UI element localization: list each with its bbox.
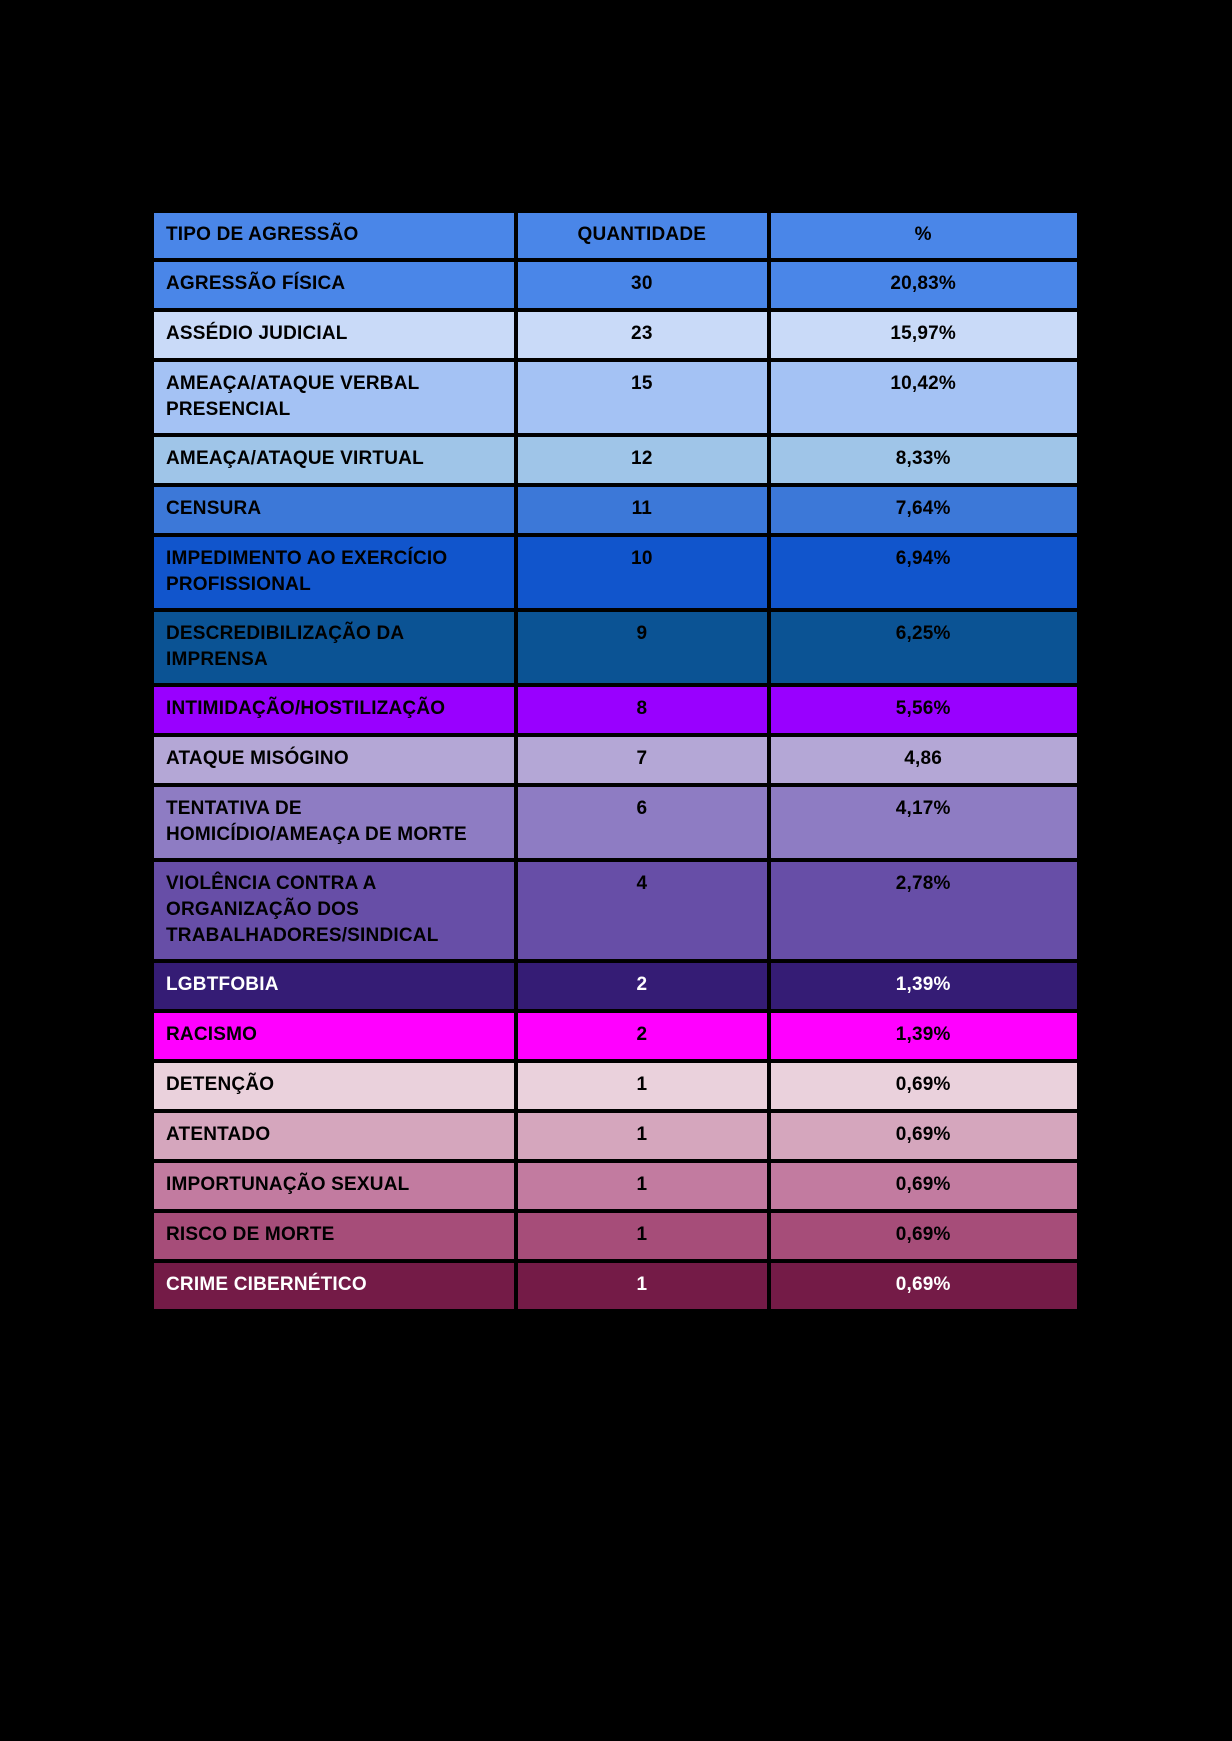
table-row — [152, 1061, 1079, 1111]
table-row — [152, 485, 1079, 535]
table-row — [152, 310, 1079, 360]
tipo-cell: AMEAÇA/ATAQUE VIRTUAL — [152, 435, 516, 485]
quantidade-cell: 15 — [516, 360, 769, 435]
quantidade-cell: 11 — [516, 485, 769, 535]
tipo-cell: CRIME CIBERNÉTICO — [152, 1261, 516, 1311]
percent-cell: 1,39% — [769, 1011, 1079, 1061]
percent-cell: 0,69% — [769, 1211, 1079, 1261]
tipo-cell: ATAQUE MISÓGINO — [152, 735, 516, 785]
percent-cell: 0,69% — [769, 1111, 1079, 1161]
tipo-cell: ATENTADO — [152, 1111, 516, 1161]
quantidade-cell: 1 — [516, 1261, 769, 1311]
table-row — [152, 360, 1079, 435]
percent-cell: 0,69% — [769, 1161, 1079, 1211]
table-row — [152, 860, 1079, 961]
percent-cell: 0,69% — [769, 1261, 1079, 1311]
table-row — [152, 1111, 1079, 1161]
table-row — [152, 735, 1079, 785]
table-row — [152, 1011, 1079, 1061]
percent-cell: 2,78% — [769, 860, 1079, 961]
quantidade-cell: 1 — [516, 1161, 769, 1211]
percent-cell: 4,86 — [769, 735, 1079, 785]
quantidade-cell: 2 — [516, 1011, 769, 1061]
table-row — [152, 1261, 1079, 1311]
column-header-percent: % — [769, 211, 1079, 260]
tipo-cell: IMPEDIMENTO AO EXERCÍCIO PROFISSIONAL — [152, 535, 516, 610]
quantidade-cell: 10 — [516, 535, 769, 610]
quantidade-cell: 1 — [516, 1061, 769, 1111]
percent-cell: 15,97% — [769, 310, 1079, 360]
quantidade-cell: 6 — [516, 785, 769, 860]
aggression-types-table — [150, 209, 1081, 1313]
table-row — [152, 1161, 1079, 1211]
table-row — [152, 685, 1079, 735]
column-header-quantidade: QUANTIDADE — [516, 211, 769, 260]
tipo-cell: DETENÇÃO — [152, 1061, 516, 1111]
tipo-cell: RISCO DE MORTE — [152, 1211, 516, 1261]
tipo-cell: DESCREDIBILIZAÇÃO DA IMPRENSA — [152, 610, 516, 685]
quantidade-cell: 8 — [516, 685, 769, 735]
quantidade-cell: 4 — [516, 860, 769, 961]
quantidade-cell: 1 — [516, 1111, 769, 1161]
table-row — [152, 1211, 1079, 1261]
table-row — [152, 435, 1079, 485]
percent-cell: 6,25% — [769, 610, 1079, 685]
tipo-cell: ASSÉDIO JUDICIAL — [152, 310, 516, 360]
table-row — [152, 535, 1079, 610]
table-row — [152, 260, 1079, 310]
tipo-cell: IMPORTUNAÇÃO SEXUAL — [152, 1161, 516, 1211]
quantidade-cell: 23 — [516, 310, 769, 360]
header-row — [152, 211, 1079, 260]
column-header-tipo-de-agressao: TIPO DE AGRESSÃO — [152, 211, 516, 260]
tipo-cell: VIOLÊNCIA CONTRA A ORGANIZAÇÃO DOS TRABALHADORES/SINDICAL — [152, 860, 516, 961]
percent-cell: 0,69% — [769, 1061, 1079, 1111]
data-table — [150, 209, 1081, 1313]
tipo-cell: TENTATIVA DE HOMICÍDIO/AMEAÇA DE MORTE — [152, 785, 516, 860]
percent-cell: 6,94% — [769, 535, 1079, 610]
table-row — [152, 610, 1079, 685]
quantidade-cell: 30 — [516, 260, 769, 310]
quantidade-cell: 2 — [516, 961, 769, 1011]
percent-cell: 7,64% — [769, 485, 1079, 535]
percent-cell: 8,33% — [769, 435, 1079, 485]
percent-cell: 4,17% — [769, 785, 1079, 860]
quantidade-cell: 12 — [516, 435, 769, 485]
tipo-cell: CENSURA — [152, 485, 516, 535]
percent-cell: 5,56% — [769, 685, 1079, 735]
tipo-cell: LGBTFOBIA — [152, 961, 516, 1011]
tipo-cell: INTIMIDAÇÃO/HOSTILIZAÇÃO — [152, 685, 516, 735]
quantidade-cell: 9 — [516, 610, 769, 685]
tipo-cell: AGRESSÃO FÍSICA — [152, 260, 516, 310]
quantidade-cell: 1 — [516, 1211, 769, 1261]
percent-cell: 20,83% — [769, 260, 1079, 310]
table-row — [152, 961, 1079, 1011]
percent-cell: 10,42% — [769, 360, 1079, 435]
percent-cell: 1,39% — [769, 961, 1079, 1011]
quantidade-cell: 7 — [516, 735, 769, 785]
tipo-cell: RACISMO — [152, 1011, 516, 1061]
table-row — [152, 785, 1079, 860]
tipo-cell: AMEAÇA/ATAQUE VERBAL PRESENCIAL — [152, 360, 516, 435]
